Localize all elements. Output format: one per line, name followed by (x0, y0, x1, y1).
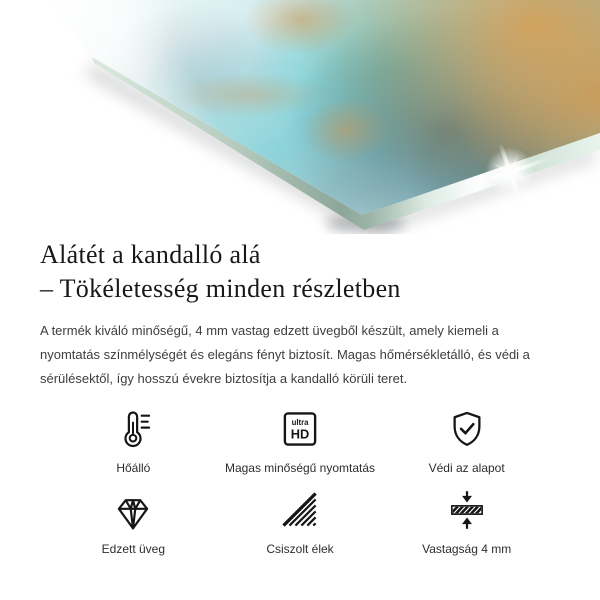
thermometer-icon (111, 407, 155, 451)
page-title-line2: – Tökéletesség minden részletben (40, 274, 401, 303)
shield-check-icon (445, 407, 489, 451)
glass-artwork (0, 0, 600, 234)
product-description-section (0, 238, 600, 557)
feature-label: Csiszolt élek (266, 542, 334, 556)
feature-label: Hőálló (116, 461, 151, 475)
thickness-icon (445, 488, 489, 532)
feature-protects-base (383, 407, 550, 476)
feature-grid (50, 407, 550, 557)
feature-thickness (383, 488, 550, 557)
page-title-line1: Alátét a kandalló alá (40, 240, 261, 269)
feature-label: Vastagság 4 mm (422, 542, 512, 556)
ultra-hd-icon-text-top: ultra (291, 417, 309, 427)
feature-tempered-glass (50, 488, 217, 557)
feature-polished-edges (217, 488, 384, 557)
ultra-hd-icon-text-bottom: HD (290, 426, 310, 442)
product-image (0, 0, 600, 234)
ultra-hd-icon (278, 407, 322, 451)
feature-label: Védi az alapot (428, 461, 505, 475)
feature-label: Edzett üveg (101, 542, 166, 556)
feature-heat-resistant (50, 407, 217, 476)
polished-edges-icon (278, 488, 322, 532)
page-title (40, 238, 560, 306)
feature-label: Magas minőségű nyomtatás (224, 461, 376, 475)
product-description-text: A termék kiváló minőségű, 4 mm vastag edzett üvegből készült, amely kiemeli a nyomtatás színmélységét és elegáns fényt biztosít. Magas hőmérsékletálló, és védi a sérülésektől, így hosszú évekre biztosítja a kandalló körüli teret. (40, 323, 530, 386)
feature-print-quality (217, 407, 384, 476)
diamond-icon (111, 488, 155, 532)
